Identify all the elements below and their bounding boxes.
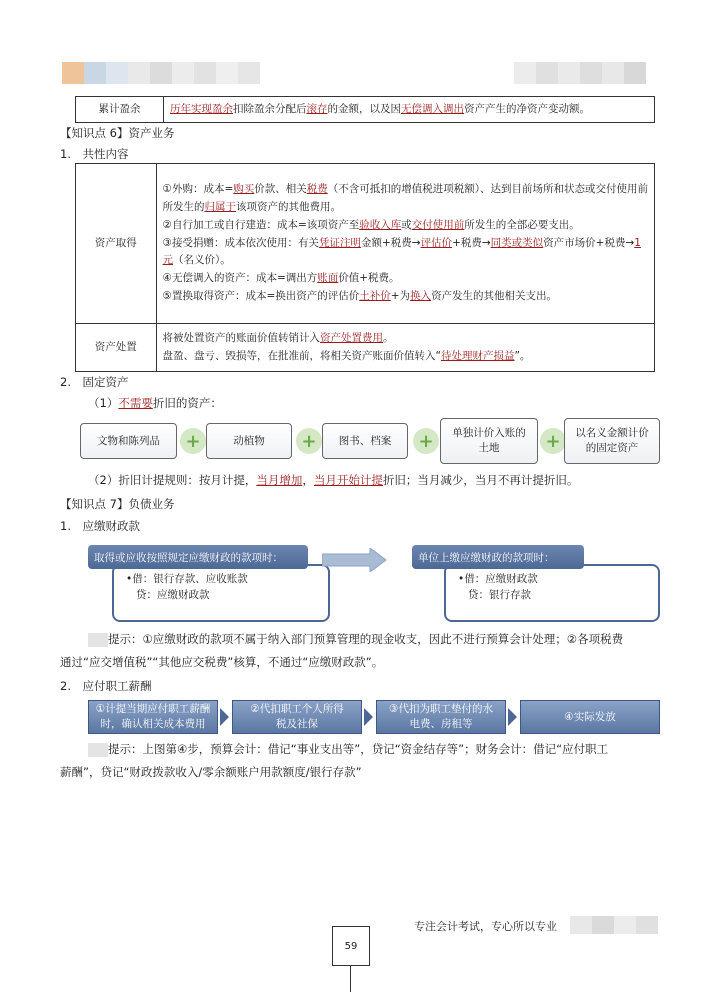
- acq-line-3b: 元（名义价）。: [162, 254, 231, 267]
- remit-credit: 贷：银行存款: [468, 588, 531, 601]
- kp6-sub1: 1. 共性内容: [60, 147, 129, 161]
- disp-line-2: 盘盈、盘亏、毁损等，在批准前，将相关资产账面价值转入“待处理财产损益”。: [162, 349, 531, 362]
- item-plants-animals: 动植物: [206, 423, 292, 459]
- header-logo-mosaic: [62, 62, 260, 84]
- flow-arrow-icon: [364, 708, 373, 726]
- flow-step-3: ③代扣为职工垫付的水电费、房租等: [376, 700, 506, 734]
- item-nominal-value-assets: 以名义金额计价的固定资产: [564, 418, 660, 464]
- header-right-mosaic: [514, 62, 646, 84]
- flow-arrow-icon: [220, 708, 229, 726]
- acq-line-3a: ③接受捐赠：成本依次使用：有关凭证注明金额+税费→评估价+税费→同类或类似资产市场价+税费→1: [162, 236, 641, 249]
- receive-credit: 贷：应缴财政款: [136, 588, 210, 601]
- flow-arrow-icon: [508, 708, 517, 726]
- redacted-mark: [88, 633, 108, 647]
- top-surplus-table: [75, 96, 655, 123]
- redacted-mark: [88, 743, 108, 757]
- surplus-label: 累计盈余: [76, 97, 164, 123]
- acq-line-5: ⑤置换取得资产：成本=换出资产的评估价土补价+为换入资产发生的其他相关支出。: [162, 290, 558, 303]
- item-cultural-relics: 文物和陈列品: [80, 423, 177, 459]
- kp6-sub2: 2. 固定资产: [60, 375, 129, 389]
- kp7-heading: 【知识点 7】负债业务: [60, 497, 175, 511]
- acq-line-1b: 所发生的归属于该项资产的其他费用。: [162, 200, 342, 213]
- no-depreciation-heading: （1）不需要折旧的资产：: [88, 396, 222, 410]
- receive-debit: •借：银行存款、应收账款: [126, 573, 248, 585]
- kp7-sub2: 2. 应付职工薪酬: [60, 679, 152, 693]
- footer-slogan: 专注会计考试，专心所以专业: [414, 920, 557, 933]
- flow-step-4: ④实际发放: [520, 700, 660, 734]
- tip-2-line-a: 提示：上图第④步，预算会计：借记“事业支出等”，贷记“资金结存等”；财务会计：借记“应付职工: [108, 742, 609, 756]
- acq-line-4: ④无偿调入的资产：成本=调出方账面价值+税费。: [162, 272, 400, 285]
- tip-2-line-b: 薪酬”，贷记“财政拨款收入/零余额账户用款额度/银行存款”: [60, 765, 362, 779]
- receive-entry-box: [112, 564, 330, 622]
- flow-step-2: ②代扣职工个人所得税及社保: [232, 700, 362, 734]
- depreciation-rule: （2）折旧计提规则：按月计提，当月增加，当月开始计提折旧；当月减少，当月不再计提折旧。: [88, 473, 579, 487]
- kp7-sub1: 1. 应缴财政款: [60, 519, 140, 533]
- flow-step-1: ①计提当期应付职工薪酬时，确认相关成本费用: [88, 700, 218, 734]
- acquisition-label: 资产取得: [76, 164, 157, 324]
- right-arrow-icon: [322, 548, 388, 572]
- disp-line-1: 将被处置资产的账面价值转销计入资产处置费用。: [162, 331, 394, 344]
- surplus-content: 历年实现盈余扣除盈余分配后滚存的金额，以及因无偿调入调出资产产生的净资产变动额。: [164, 97, 655, 123]
- remit-entry-box: [444, 564, 660, 622]
- plus-icon: +: [296, 428, 322, 454]
- disposal-label: 资产处置: [76, 324, 157, 372]
- tip-1-line-a: 提示：①应缴财政的款项不属于纳入部门预算管理的现金收支，因此不进行预算会计处理；②各项税费: [108, 632, 624, 646]
- disposal-content: [156, 324, 654, 372]
- plus-icon: +: [180, 428, 206, 454]
- acq-line-2: ②自行加工或自行建造：成本=该项资产至验收入库或交付使用前所发生的全部必要支出。: [162, 218, 580, 231]
- kp6-heading: 【知识点 6】资产业务: [60, 126, 175, 140]
- footer-mosaic: [570, 916, 658, 934]
- plus-icon: +: [540, 428, 566, 454]
- asset-common-table: [75, 163, 655, 372]
- item-separately-valued-land: 单独计价入账的土地: [440, 418, 538, 464]
- receive-title: 取得或应收按照规定应缴财政的款项时：: [88, 545, 308, 569]
- remit-debit: •借：应缴财政款: [458, 573, 538, 585]
- tip-1-line-b: 通过“应交增值税”“其他应交税费”核算，不通过“应缴财政款”。: [60, 655, 384, 669]
- acquisition-content: [156, 164, 654, 324]
- page-number-stem: [350, 966, 351, 992]
- remit-title: 单位上缴应缴财政的款项时：: [412, 545, 584, 569]
- acq-line-1a: ①外购：成本=购买价款、相关税费（不含可抵扣的增值税进项税额）、达到目前场所和状态或交付使用前: [162, 183, 648, 196]
- page-number: 59: [332, 926, 370, 966]
- plus-icon: +: [413, 428, 439, 454]
- item-books-archives: 图书、档案: [322, 423, 408, 459]
